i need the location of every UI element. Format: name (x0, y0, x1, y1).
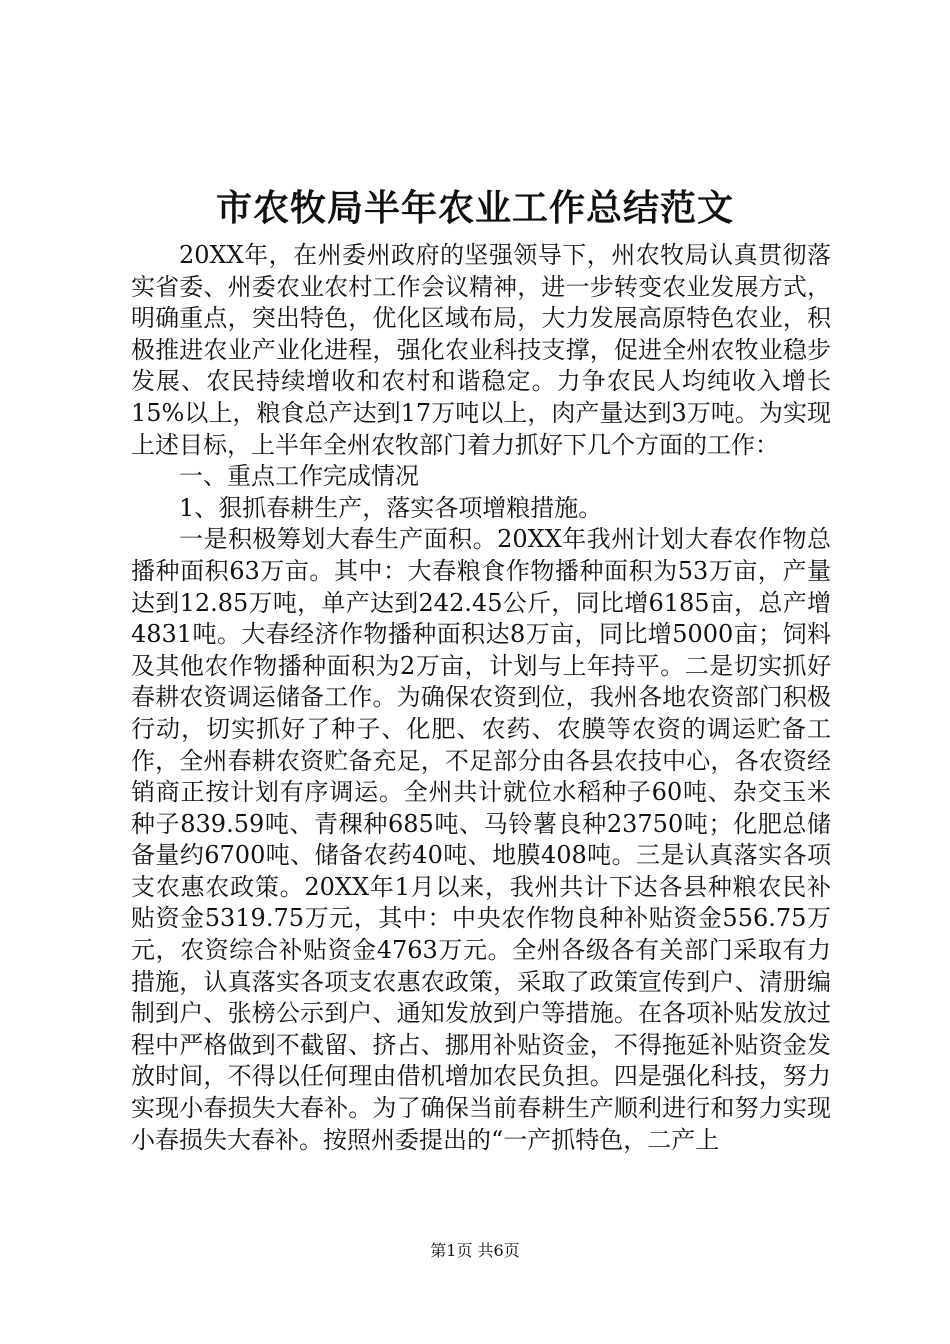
page-footer: 第1页 共6页 (430, 1241, 520, 1260)
subsection-heading: 1、狠抓春耕生产，落实各项增粮措施。 (179, 493, 603, 522)
section-heading: 一、重点工作完成情况 (179, 462, 419, 491)
intro-paragraph: 20XX年，在州委州政府的坚强领导下，州农牧局认真贯彻落实省委、州委农业农村工作会议精神，进一步转变农业发展方式，明确重点，突出特色，优化区域布局，大力发展高原特色农业，积极推进农业产业化进程，强化农业科技支撑，促进全州农牧业稳步发展、农民持续增收和农村和谐稳定。力争农民人均纯收入增长15%以上，粮食总产达到17万吨以上，肉产量达到3万吨。为实现上述目标，上半年全州农牧部门着力抓好下几个方面的工作： (131, 241, 831, 459)
document-title: 市农牧局半年农业工作总结范文 (215, 187, 734, 229)
document-body (131, 240, 831, 1156)
body-paragraph: 一是积极筹划大春生产面积。20XX年我州计划大春农作物总播种面积63万亩。其中：大春粮食作物播种面积为53万亩，产量达到12.85万吨，单产达到242.45公斤，同比增6185亩，总产增4831吨。大春经济作物播种面积达8万亩，同比增5000亩；饲料及其他农作物播种面积为2万亩，计划与上年持平。二是切实抓好春耕农资调运储备工作。为确保农资到位，我州各地农资部门积极行动，切实抓好了种子、化肥、农药、农膜等农资的调运贮备工作，全州春耕农资贮备充足，不足部分由各县农技中心，各农资经销商正按计划有序调运。全州共计就位水稻种子60吨、杂交玉米种子839.59吨、青稞种685吨、马铃薯良种23750吨；化肥总储备量约6700吨、储备农药40吨、地膜408吨。三是认真落实各项支农惠农政策。20XX年1月以来，我州共计下达各县种粮农民补贴资金5319.75万元，其中：中央农作物良种补贴资金556.75万元，农资综合补贴资金4763万元。全州各级各有关部门采取有力措施，认真落实各项支农惠农政策，采取了政策宣传到户、清册编制到户、张榜公示到户、通知发放到户等措施。在各项补贴发放过程中严格做到不截留、挤占、挪用补贴资金，不得拖延补贴资金发放时间，不得以任何理由借机增加农民负担。四是强化科技，努力实现小春损失大春补。为了确保当前春耕生产顺利进行和努力实现小春损失大春补。按照州委提出的“一产抓特色，二产上 (131, 525, 831, 1154)
